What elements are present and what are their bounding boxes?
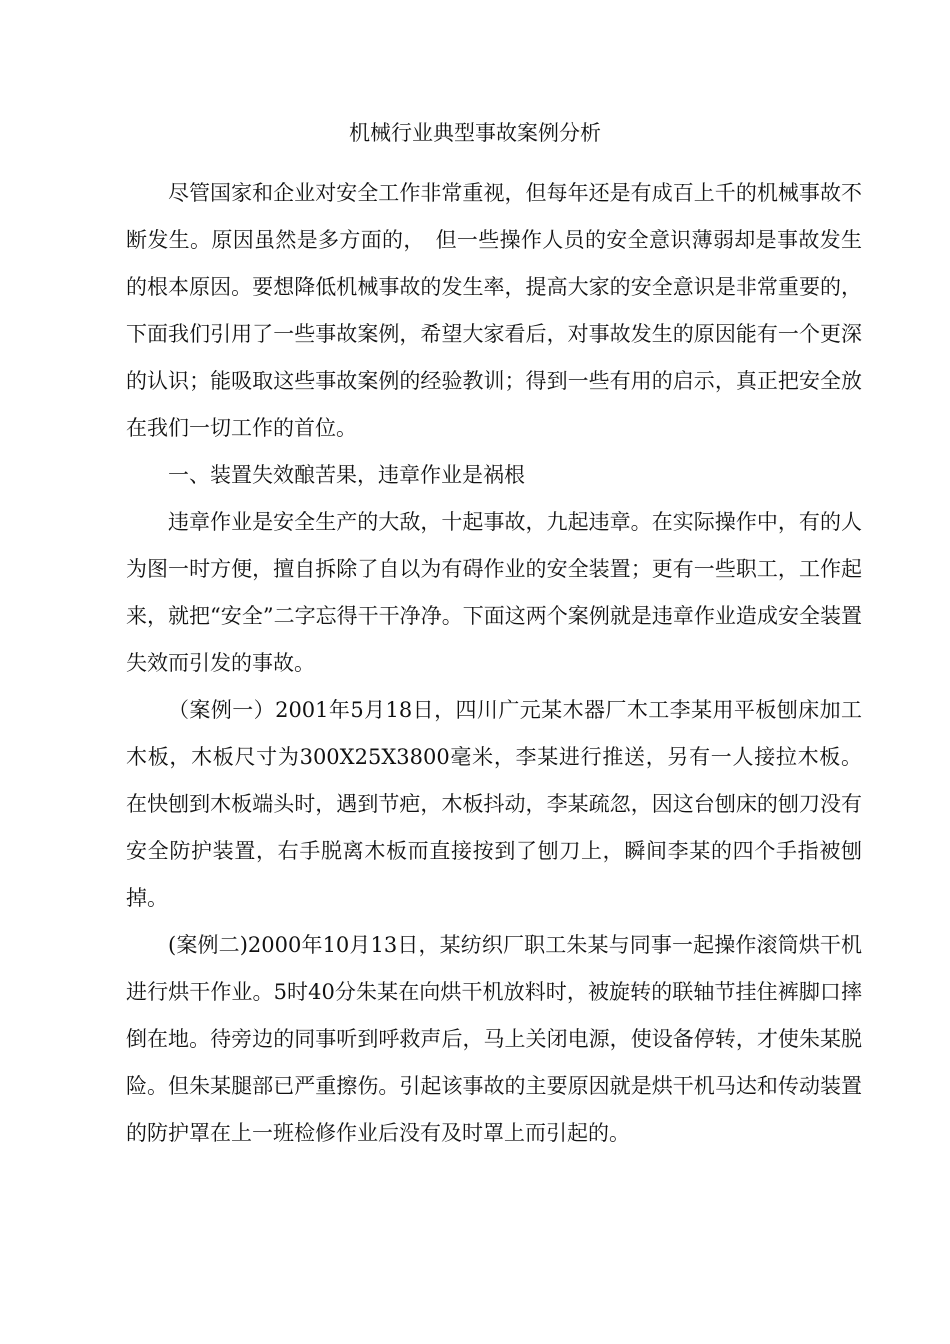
document-body <box>126 170 862 1157</box>
document-title: 机械行业典型事故案例分析 <box>349 121 601 145</box>
intro-paragraph: 尽管国家和企业对安全工作非常重视，但每年还是有成百上千的机械事故不断发生。原因虽然是多方面的， 但一些操作人员的安全意识薄弱却是事故发生的根本原因。要想降低机械事故的发生率，提高大家的安全意识是非常重要的，下面我们引用了一些事故案例，希望大家看后，对事故发生的原因能有一个更深的认识；能吸取这些事故案例的经验教训；得到一些有用的启示，真正把安全放在我们一切工作的首位。 <box>126 181 862 440</box>
section-heading: 一、装置失效酿苦果，违章作业是祸根 <box>168 463 525 487</box>
case-two-paragraph: (案例二)2000年10月13日，某纺织厂职工朱某与同事一起操作滚筒烘干机进行烘干作业。5时40分朱某在向烘干机放料时，被旋转的联轴节挂住裤脚口摔倒在地。待旁边的同事听到呼救声后，马上关闭电源，使设备停转，才使朱某脱险。但朱某腿部已严重擦伤。引起该事故的主要原因就是烘干机马达和传动装置的防护罩在上一班检修作业后没有及时罩上而引起的。 <box>126 933 862 1145</box>
case-one-paragraph: （案例一）2001年5月18日，四川广元某木器厂木工李某用平板刨床加工木板，木板尺寸为300X25X3800毫米，李某进行推送，另有一人接拉木板。在快刨到木板端头时，遇到节疤，木板抖动，李某疏忽，因这台刨床的刨刀没有安全防护装置，右手脱离木板而直接按到了刨刀上，瞬间李某的四个手指被刨掉。 <box>126 698 862 910</box>
section-paragraph: 违章作业是安全生产的大敌，十起事故，九起违章。在实际操作中，有的人为图一时方便，擅自拆除了自以为有碍作业的安全装置；更有一些职工，工作起来，就把“安全”二字忘得干干净净。下面这两个案例就是违章作业造成安全装置失效而引发的事故。 <box>126 510 862 675</box>
